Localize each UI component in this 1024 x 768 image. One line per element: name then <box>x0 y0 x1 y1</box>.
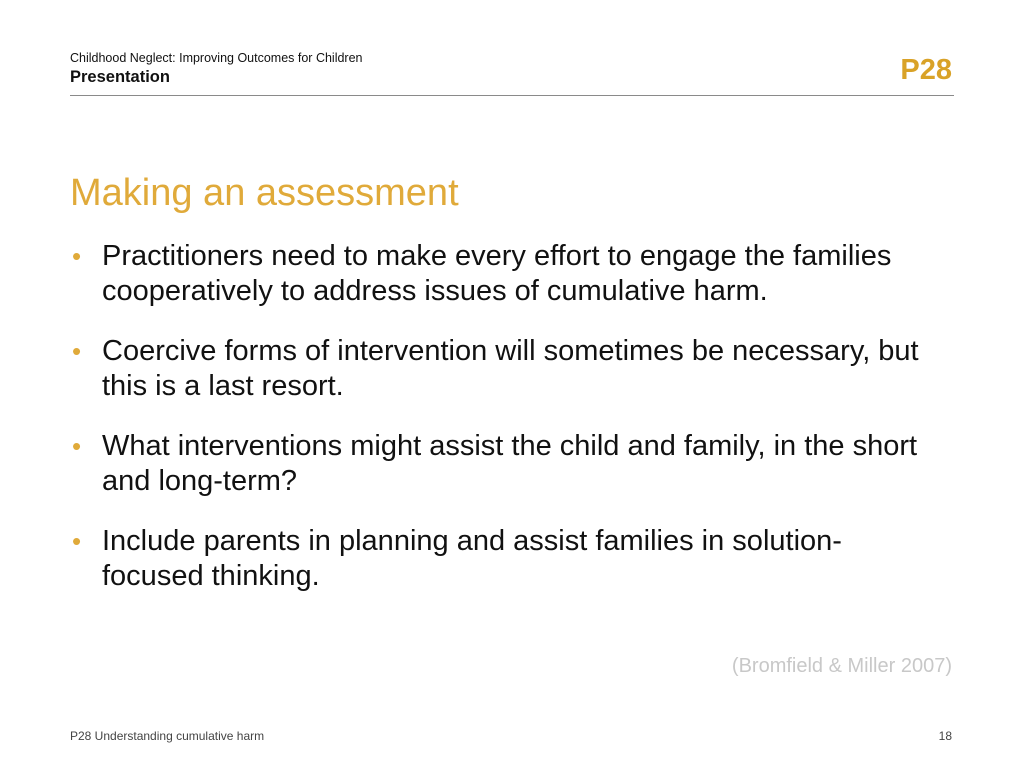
header-subtitle: Childhood Neglect: Improving Outcomes for Children <box>70 51 363 65</box>
bullet-marker: • <box>72 526 82 556</box>
bullet-marker: • <box>72 241 82 271</box>
slide-title: Making an assessment <box>70 172 459 214</box>
bullet-marker: • <box>72 336 82 366</box>
bullet-item <box>70 239 930 309</box>
header-title: Presentation <box>70 68 170 86</box>
bullet-text: What interventions might assist the child and family, in the short and long-term? <box>102 430 918 497</box>
footer-label: P28 Understanding cumulative harm <box>70 729 265 743</box>
citation: (Bromfield & Miller 2007) <box>731 655 952 677</box>
bullet-text: Coercive forms of intervention will sometimes be necessary, but this is a last resort. <box>102 335 919 402</box>
bullet-item <box>70 524 930 594</box>
bullet-text: Practitioners need to make every effort to engage the families cooperatively to address issues of cumulative harm. <box>102 240 892 307</box>
footer-page-number: 18 <box>938 729 952 743</box>
bullet-item <box>70 334 930 404</box>
bullet-marker: • <box>72 431 82 461</box>
bullet-text: Include parents in planning and assist families in solution-focused thinking. <box>102 525 842 592</box>
bullet-list <box>70 239 930 619</box>
bullet-item <box>70 429 930 499</box>
header-divider <box>70 95 954 96</box>
page-code: P28 <box>900 54 952 86</box>
